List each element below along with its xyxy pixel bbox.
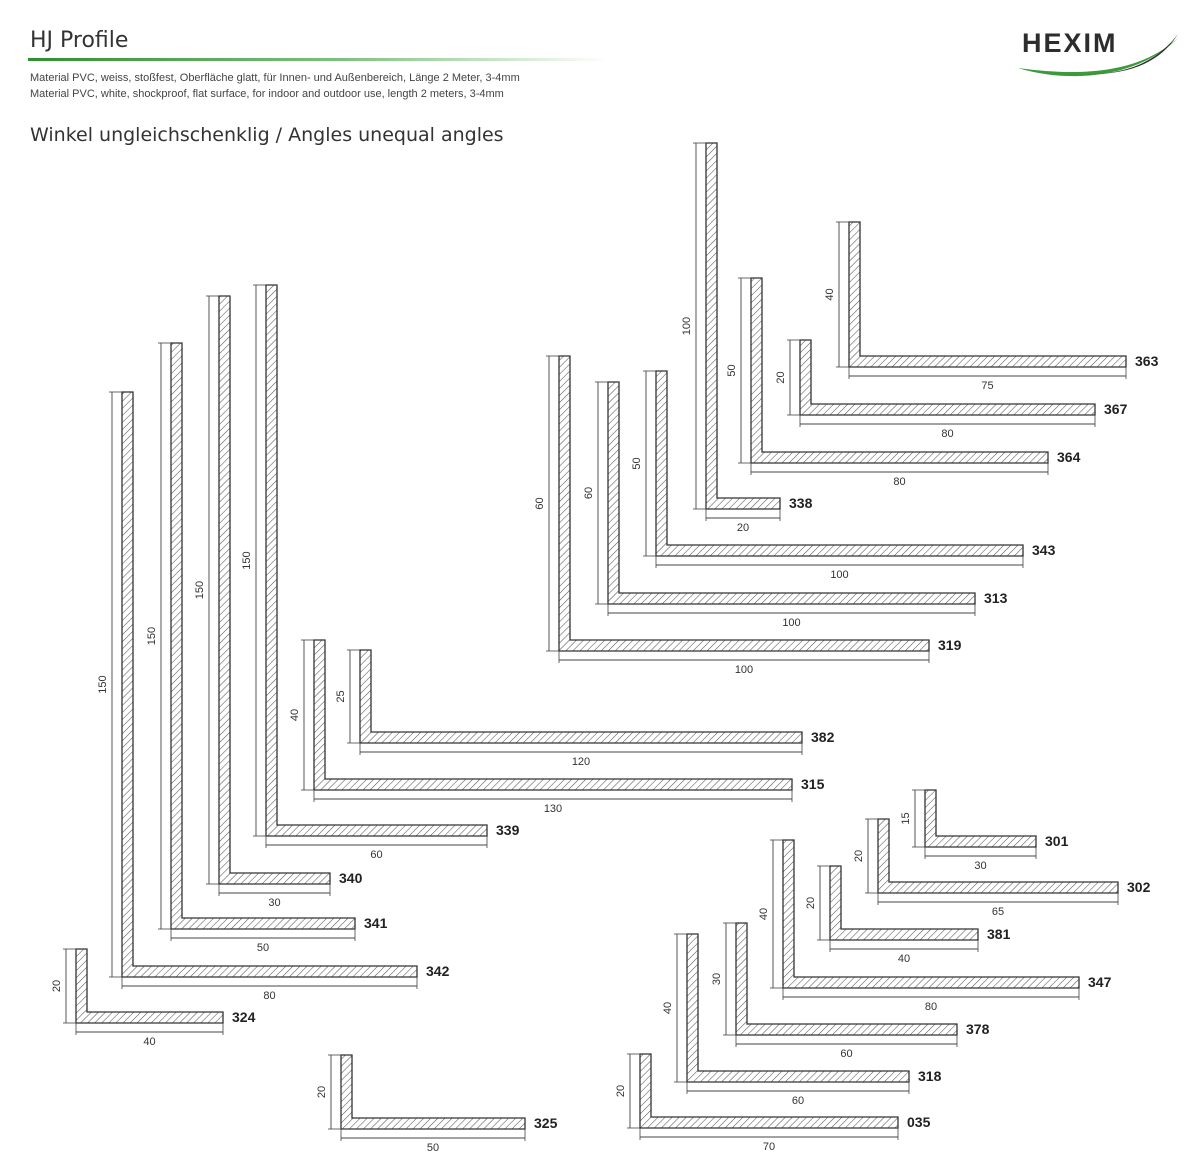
angle-profile-shape <box>171 343 355 929</box>
logo-text: HEXIM <box>1022 28 1118 58</box>
vertical-dimension-label: 100 <box>681 316 693 336</box>
profile-number: 315 <box>801 776 825 792</box>
vertical-dimension-label: 15 <box>900 812 912 825</box>
angle-profile-shape <box>314 640 792 790</box>
profile-number: 342 <box>426 963 450 979</box>
vertical-dimension-label: 40 <box>289 708 301 722</box>
vertical-dimension-label: 20 <box>775 371 787 384</box>
angle-profile-shape <box>341 1055 525 1129</box>
section-heading: Winkel ungleichschenklig / Angles unequal angles <box>30 124 504 146</box>
profile-number: 343 <box>1032 542 1056 558</box>
angle-profile-shape <box>800 340 1095 415</box>
angle-profile-shape <box>849 222 1126 367</box>
vertical-dimension-label: 20 <box>51 979 63 993</box>
horizontal-dimension-label: 50 <box>426 1142 440 1154</box>
vertical-dimension-label: 50 <box>631 457 643 470</box>
profile-367 <box>775 340 1128 440</box>
profile-number: 339 <box>496 822 520 838</box>
profile-number: 302 <box>1127 879 1151 895</box>
description-english: Material PVC, white, shockproof, flat surface, for indoor and outdoor use, length 2 meters, 3-4mm <box>30 88 504 100</box>
profile-382 <box>335 650 835 768</box>
horizontal-dimension-label: 30 <box>268 897 281 909</box>
profile-number: 341 <box>364 915 388 931</box>
profile-381 <box>805 866 1011 965</box>
profile-347 <box>758 840 1112 1013</box>
vertical-dimension-label: 20 <box>316 1085 328 1099</box>
vertical-dimension-label: 40 <box>758 907 770 921</box>
vertical-dimension-label: 40 <box>662 1001 674 1015</box>
profile-number: 347 <box>1088 974 1112 990</box>
angle-profile-shape <box>266 285 487 836</box>
vertical-dimension-label: 20 <box>615 1084 627 1098</box>
vertical-dimension-label: 60 <box>583 486 595 500</box>
profile-number: 364 <box>1057 449 1081 465</box>
profile-number: 319 <box>938 637 962 653</box>
page-title: HJ Profile <box>30 28 129 53</box>
profile-number: 324 <box>232 1009 256 1025</box>
vertical-dimension-label: 25 <box>335 690 347 703</box>
angle-profile-shape <box>783 840 1079 988</box>
horizontal-dimension-label: 40 <box>143 1036 156 1048</box>
profile-035 <box>615 1054 931 1153</box>
horizontal-dimension-label: 100 <box>734 664 754 676</box>
profile-number: 035 <box>907 1114 931 1130</box>
angle-profile-shape <box>830 866 978 940</box>
profile-number: 313 <box>984 590 1008 606</box>
vertical-dimension-label: 150 <box>194 580 206 600</box>
profile-number: 367 <box>1104 401 1128 417</box>
horizontal-dimension-label: 70 <box>762 1141 776 1153</box>
horizontal-dimension-label: 80 <box>941 428 954 440</box>
profile-338 <box>681 143 813 534</box>
horizontal-dimension-label: 60 <box>370 849 383 861</box>
horizontal-dimension-label: 130 <box>543 803 563 815</box>
horizontal-dimension-label: 100 <box>782 617 801 629</box>
angle-profile-shape <box>687 934 909 1082</box>
vertical-dimension-label: 20 <box>805 896 817 910</box>
vertical-dimension-label: 150 <box>97 675 109 694</box>
horizontal-dimension-label: 80 <box>893 476 906 488</box>
horizontal-dimension-label: 60 <box>791 1095 805 1107</box>
horizontal-dimension-label: 20 <box>736 522 750 534</box>
profile-301 <box>900 790 1069 872</box>
vertical-dimension-label: 20 <box>853 849 865 863</box>
vertical-dimension-label: 60 <box>534 497 546 510</box>
horizontal-dimension-label: 40 <box>897 953 911 965</box>
vertical-dimension-label: 150 <box>146 626 158 646</box>
profile-378 <box>711 923 990 1060</box>
profile-302 <box>853 819 1151 918</box>
profile-340 <box>194 296 363 909</box>
profile-number: 340 <box>339 870 363 886</box>
description-german: Material PVC, weiss, stoßfest, Oberfläche glatt, für Innen- und Außenbereich, Länge 2 Meter, 3-4mm <box>30 72 520 84</box>
horizontal-dimension-label: 65 <box>991 906 1005 918</box>
profile-339 <box>241 285 520 861</box>
profile-number: 378 <box>966 1021 990 1037</box>
profile-number: 318 <box>918 1068 942 1084</box>
profile-325 <box>316 1055 558 1154</box>
horizontal-dimension-label: 50 <box>256 942 270 954</box>
angle-profile-shape <box>925 790 1036 847</box>
horizontal-dimension-label: 80 <box>263 990 276 1002</box>
profile-number: 381 <box>987 926 1011 942</box>
horizontal-dimension-label: 120 <box>571 756 591 768</box>
horizontal-dimension-label: 80 <box>924 1001 938 1013</box>
profile-324 <box>51 949 256 1048</box>
horizontal-dimension-label: 30 <box>974 860 987 872</box>
horizontal-dimension-label: 60 <box>840 1048 853 1060</box>
vertical-dimension-label: 50 <box>726 364 738 377</box>
profile-number: 301 <box>1045 833 1069 849</box>
vertical-dimension-label: 150 <box>241 551 253 570</box>
horizontal-dimension-label: 75 <box>981 380 994 392</box>
angle-profile-shape <box>751 278 1048 463</box>
profile-363 <box>824 222 1159 392</box>
profile-number: 382 <box>811 729 835 745</box>
vertical-dimension-label: 30 <box>711 972 723 986</box>
profile-343 <box>631 371 1056 581</box>
profile-number: 363 <box>1135 353 1159 369</box>
profile-number: 338 <box>789 495 813 511</box>
horizontal-dimension-label: 100 <box>830 569 849 581</box>
vertical-dimension-label: 40 <box>824 288 836 301</box>
profile-number: 325 <box>534 1115 558 1131</box>
